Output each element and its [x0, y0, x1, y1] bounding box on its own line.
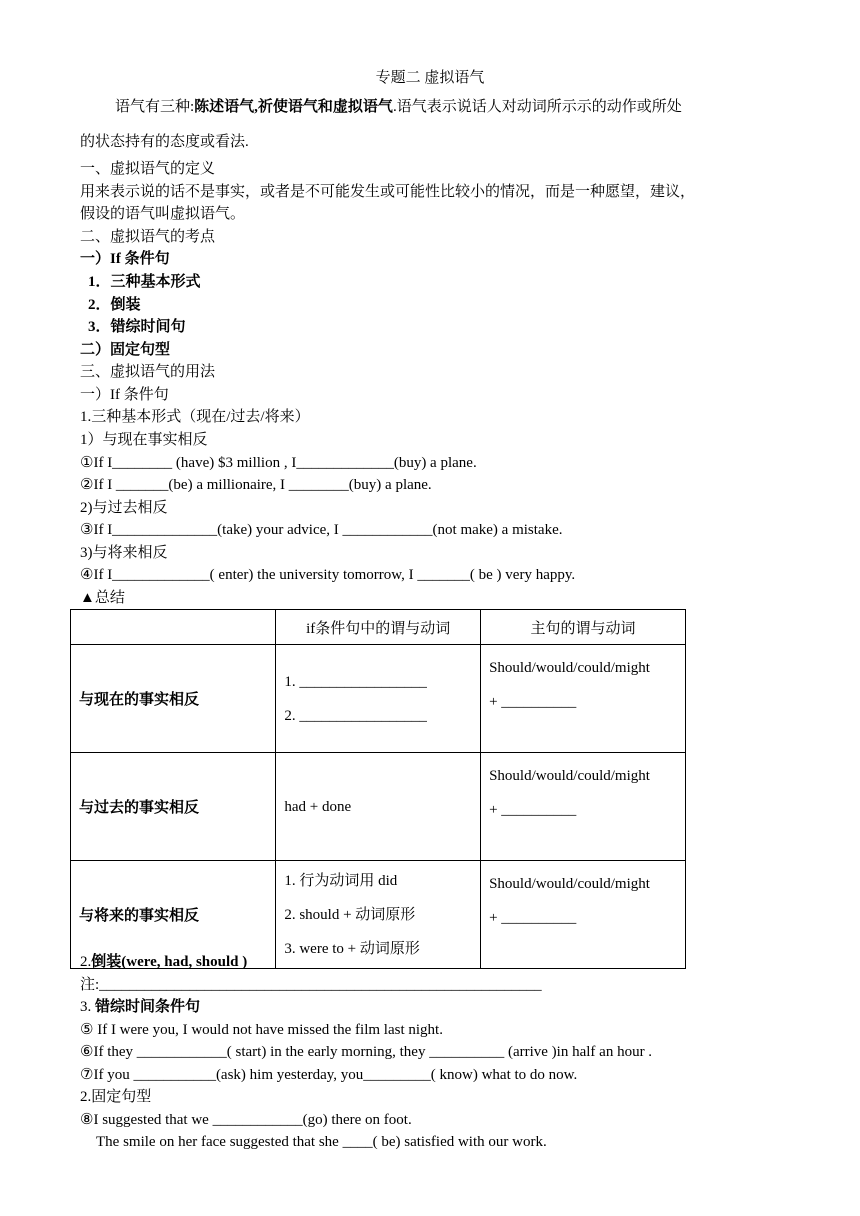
- if-form-line: 3. were to + 动词原形: [284, 940, 420, 957]
- section-2-heading: 二、虚拟语气的考点: [80, 229, 216, 245]
- note-line: 注:___________________________________________________________: [80, 977, 542, 993]
- main-form-line: + __________: [489, 910, 577, 926]
- fixed-pattern-heading: 2.固定句型: [80, 1089, 152, 1105]
- exercise-8: ⑧I suggested that we ____________(go) there on foot.: [80, 1112, 412, 1128]
- if-form-line: 2. _________________: [284, 707, 427, 724]
- mixed-number: 3.: [80, 999, 95, 1015]
- summary-table: [70, 609, 686, 969]
- definition-line-2: 假设的语气叫虚拟语气。: [80, 206, 246, 222]
- point-three-forms: 1．三种基本形式: [88, 274, 201, 290]
- definition-line-1: 用来表示说的话不是事实，或者是不可能发生或可能性比较小的情况，而是一种愿望，建议，: [80, 184, 696, 200]
- exercise-1: ①If I________ (have) $3 million , I_____________(buy) a plane.: [80, 455, 477, 471]
- row-main-present: [481, 645, 686, 753]
- intro-line-2: 的状态持有的态度或看法.: [80, 134, 249, 150]
- row-main-past: [481, 753, 686, 861]
- exercise-2: ②If I _______(be) a millionaire, I ________(buy) a plane.: [80, 477, 432, 493]
- three-forms-heading: 1.三种基本形式（现在/过去/将来）: [80, 409, 310, 425]
- main-form-line: Should/would/could/might: [489, 660, 650, 676]
- present-heading: 1）与现在事实相反: [80, 432, 208, 448]
- exercise-3: ③If I______________(take) your advice, I ____________(not make) a mistake.: [80, 522, 563, 538]
- inversion-text: 倒装(were, had, should ): [91, 954, 248, 970]
- table-header-main-clause: 主句的谓与动词: [481, 610, 686, 645]
- exercise-5: ⑤ If I were you, I would not have missed the film last night.: [80, 1022, 443, 1038]
- table-header-row: [71, 610, 686, 645]
- if-form-line: 1. _________________: [284, 673, 427, 690]
- table-row: [71, 645, 686, 753]
- inversion-number: 2.: [80, 954, 92, 970]
- row-if-past: [276, 753, 481, 861]
- exercise-7: ⑦If you ___________(ask) him yesterday, you_________( know) what to do now.: [80, 1067, 578, 1083]
- if-form-line: had + done: [284, 798, 352, 815]
- section-1-heading: 一、虚拟语气的定义: [80, 161, 216, 177]
- main-form-line: + __________: [489, 802, 577, 818]
- exercise-4: ④If I_____________( enter) the university tomorrow, I _______( be ) very happy.: [80, 567, 576, 583]
- page-title: 专题二 虚拟语气: [375, 70, 485, 86]
- row-label-present: 与现在的事实相反: [71, 645, 276, 753]
- mixed-text: 错综时间条件句: [95, 999, 201, 1015]
- section-3-heading: 三、虚拟语气的用法: [80, 364, 216, 380]
- if-clause-subheading: 一）If 条件句: [80, 387, 169, 403]
- main-form-line: Should/would/could/might: [489, 876, 650, 892]
- point-inversion: 2．倒装: [88, 297, 141, 313]
- exercise-6: ⑥If they ____________( start) in the early morning, they __________ (arrive )in half an hour .: [80, 1044, 653, 1060]
- summary-heading: ▲总结: [80, 590, 125, 606]
- point-mixed-time: 3．错综时间句: [88, 319, 186, 335]
- if-form-line: 1. 行为动词用 did: [284, 872, 398, 889]
- intro-line-1: [115, 97, 682, 117]
- row-label-past: 与过去的事实相反: [71, 753, 276, 861]
- intro-prefix: 语气有三种:: [115, 99, 195, 115]
- table-row: [71, 753, 686, 861]
- inversion-heading: [80, 952, 247, 972]
- point-if-clause: 一）If 条件句: [80, 251, 170, 267]
- past-heading: 2)与过去相反: [80, 500, 168, 516]
- main-form-line: + __________: [489, 694, 577, 710]
- exercise-9: The smile on her face suggested that she ____( be) satisfied with our work.: [96, 1134, 547, 1150]
- future-heading: 3)与将来相反: [80, 545, 168, 561]
- table-header-if-clause: if条件句中的谓与动词: [276, 610, 481, 645]
- mixed-heading: [80, 997, 200, 1017]
- row-label-future: 与将来的事实相反: [71, 861, 276, 969]
- point-fixed-pattern: 二）固定句型: [80, 342, 171, 358]
- intro-suffix: .语气表示说话人对动词所示示的动作或所处: [392, 99, 682, 115]
- row-if-present: [276, 645, 481, 753]
- main-form-line: Should/would/could/might: [489, 768, 650, 784]
- row-main-future: [481, 861, 686, 969]
- row-if-future: [276, 861, 481, 969]
- if-form-line: 2. should + 动词原形: [284, 906, 416, 923]
- table-header-empty: [71, 610, 276, 645]
- intro-bold: 陈述语气,祈使语气和虚拟语气: [194, 99, 393, 115]
